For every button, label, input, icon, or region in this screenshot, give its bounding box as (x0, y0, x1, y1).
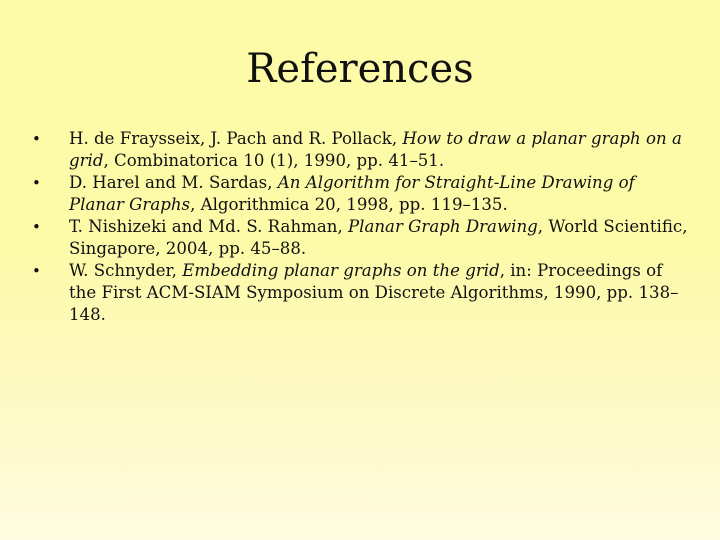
reference-authors: T. Nishizeki and Md. S. Rahman, (69, 217, 348, 236)
reference-authors: D. Harel and M. Sardas, (69, 173, 278, 192)
reference-details: , Combinatorica 10 (1), 1990, pp. 41–51. (103, 151, 445, 170)
reference-item (30, 172, 690, 216)
reference-item (30, 128, 690, 172)
slide-title: References (246, 46, 474, 92)
bullet-icon: • (32, 130, 41, 148)
reference-authors: H. de Fraysseix, J. Pach and R. Pollack, (69, 129, 403, 148)
reference-work-title: How to draw a planar graph on a grid (69, 129, 682, 170)
bullet-icon: • (32, 262, 41, 280)
bullet-icon: • (32, 174, 41, 192)
reference-details: , World Scientific, Singapore, 2004, pp. 45–88. (69, 217, 688, 258)
reference-work-title: Embedding planar graphs on the grid (182, 261, 500, 280)
reference-item (30, 216, 690, 260)
reference-work-title: Planar Graph Drawing (348, 217, 538, 236)
reference-details: , in: Proceedings of the First ACM-SIAM Symposium on Discrete Algorithms, 1990, pp. 138–148. (69, 261, 679, 324)
reference-item (30, 260, 690, 326)
reference-list (30, 128, 690, 326)
reference-work-title: An Algorithm for Straight-Line Drawing of Planar Graphs (69, 173, 635, 214)
reference-authors: W. Schnyder, (69, 261, 183, 280)
reference-details: , Algorithmica 20, 1998, pp. 119–135. (190, 195, 508, 214)
bullet-icon: • (32, 218, 41, 236)
